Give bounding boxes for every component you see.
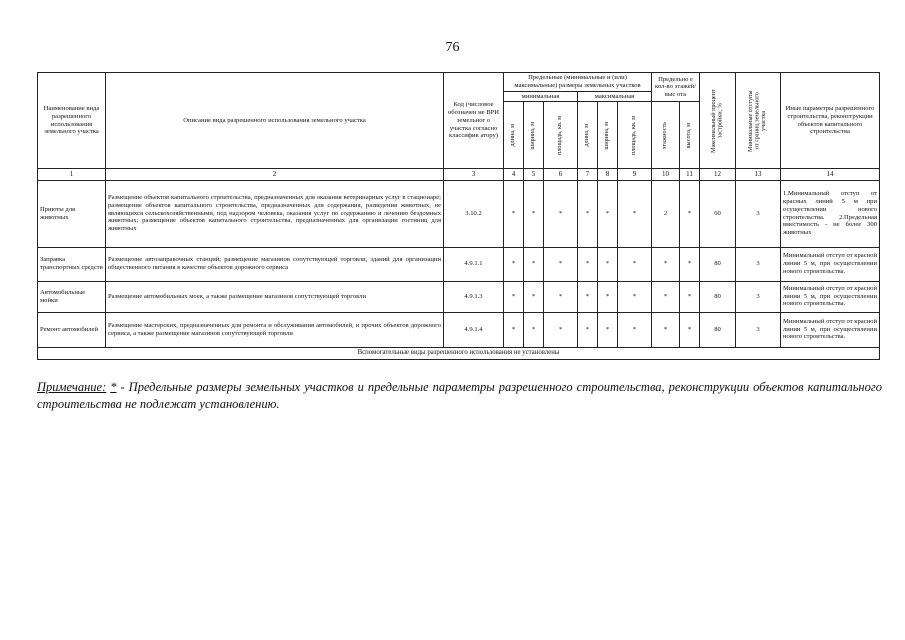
row-min-width: * — [524, 180, 544, 247]
row-max-length: * — [578, 312, 598, 347]
row-max-width: * — [598, 180, 618, 247]
row-max-length: * — [578, 180, 598, 247]
row-min-width: * — [524, 247, 544, 281]
column-number: 8 — [598, 169, 618, 180]
row-height: * — [680, 247, 700, 281]
row-min-area: * — [544, 247, 578, 281]
header-max-length: длина, м — [583, 123, 591, 147]
row-other: Минимальный отступ от красной линии 5 м, при осуществлении нового строительства. — [781, 281, 880, 312]
row-coverage: 80 — [700, 281, 736, 312]
row-code: 4.9.1.3 — [444, 281, 504, 312]
row-min-area: * — [544, 281, 578, 312]
column-number: 4 — [504, 169, 524, 180]
row-max-width: * — [598, 281, 618, 312]
row-max-length: * — [578, 247, 598, 281]
column-number: 12 — [700, 169, 736, 180]
table-row — [38, 312, 880, 347]
row-min-length: * — [504, 180, 524, 247]
row-min-area: * — [544, 312, 578, 347]
row-max-area: * — [618, 312, 652, 347]
header-max-width: ширина, м — [603, 121, 611, 150]
row-min-length: * — [504, 281, 524, 312]
row-min-width: * — [524, 312, 544, 347]
header-min-area-cell — [544, 102, 578, 169]
row-description: Размещение объектов капитального строительства, предназначенных для оказания ветеринарных услуг в стационаре; размещение объектов капитального строительства, предназначенных для содержания, разведения животных, не являющихся сельскохозяйственными, под надзором человека, оказания услуг по содержанию и лечению бездомных животных; размещение объектов капитального строительства, предназначенных для организации гостиниц для животных — [106, 180, 444, 247]
header-setback: Минимальные отступы от границ земельного участка — [747, 89, 768, 152]
row-code: 4.9.1.1 — [444, 247, 504, 281]
header-min-area: площадь, кв. м — [556, 115, 564, 155]
header-coverage-cell — [700, 73, 736, 169]
header-max: максимальная — [578, 91, 652, 102]
footnote — [37, 379, 882, 413]
column-number: 7 — [578, 169, 598, 180]
zoning-regulations-table — [37, 72, 880, 360]
row-storeys: * — [652, 281, 680, 312]
header-name: Наименование вида разрешенного использования земельного участка — [38, 73, 106, 169]
row-setback: 3 — [736, 312, 781, 347]
row-height: * — [680, 281, 700, 312]
row-name: Ремонт автомобилей — [38, 312, 106, 347]
row-description: Размещение мастерских, предназначенных для ремонта и обслуживания автомобилей, и прочих объектов дорожного сервиса, а также размещение магазинов сопутствующей торговли — [106, 312, 444, 347]
row-storeys: * — [652, 247, 680, 281]
header-max-area-cell — [618, 102, 652, 169]
row-max-width: * — [598, 247, 618, 281]
row-code: 3.10.2 — [444, 180, 504, 247]
row-storeys: * — [652, 312, 680, 347]
row-min-length: * — [504, 247, 524, 281]
auxiliary-uses-text: Вспомогательные виды разрешенного использования не установлены — [38, 347, 880, 359]
column-number: 13 — [736, 169, 781, 180]
row-description: Размещение автозаправочных станций; размещение магазинов сопутствующей торговли, зданий для организации общественного питания в качестве объектов дорожного сервиса — [106, 247, 444, 281]
row-coverage: 80 — [700, 247, 736, 281]
table-row — [38, 281, 880, 312]
row-min-length: * — [504, 312, 524, 347]
header-setback-cell — [736, 73, 781, 169]
footnote-star: * — [110, 380, 117, 394]
row-description: Размещение автомобильных моек, а также размещение магазинов сопутствующей торговли — [106, 281, 444, 312]
column-number: 5 — [524, 169, 544, 180]
header-height: высота, м — [685, 122, 693, 148]
header-code: Код (числовое обозначен ие ВРИ земельног о участка согласно классифик атору) — [444, 73, 504, 169]
header-floors: Предельно е кол-во этажей/ выс ота — [652, 73, 700, 102]
row-max-width: * — [598, 312, 618, 347]
column-number: 1 — [38, 169, 106, 180]
row-storeys: 2 — [652, 180, 680, 247]
row-min-width: * — [524, 281, 544, 312]
column-number: 14 — [781, 169, 880, 180]
header-description: Описание вида разрешенного использования земельного участка — [106, 73, 444, 169]
row-max-area: * — [618, 180, 652, 247]
row-other: Минимальный отступ от красной линии 5 м, при осуществлении нового строительства. — [781, 247, 880, 281]
auxiliary-uses-row — [38, 347, 880, 359]
header-max-width-cell — [598, 102, 618, 169]
row-other: 1.Минимальный отступ от красных линий 5 м при осуществлении нового строительства. 2.Предельная вместимость - не более 300 животных — [781, 180, 880, 247]
row-coverage: 60 — [700, 180, 736, 247]
column-number: 6 — [544, 169, 578, 180]
header-min-width-cell — [524, 102, 544, 169]
row-other: Минимальный отступ от красной линии 5 м, при осуществлении нового строительства. — [781, 312, 880, 347]
column-number: 9 — [618, 169, 652, 180]
row-setback: 3 — [736, 180, 781, 247]
table-row — [38, 180, 880, 247]
row-max-length: * — [578, 281, 598, 312]
row-name: Заправка транспортных средств — [38, 247, 106, 281]
column-number-row — [38, 169, 880, 180]
row-setback: 3 — [736, 247, 781, 281]
header-max-area: площадь, кв. м — [630, 115, 638, 155]
column-number: 11 — [680, 169, 700, 180]
page-number: 76 — [445, 40, 460, 55]
column-number: 2 — [106, 169, 444, 180]
header-min-length: длина, м — [509, 123, 517, 147]
header-storeys-cell — [652, 102, 680, 169]
header-storeys: этажность — [661, 121, 669, 149]
row-height: * — [680, 180, 700, 247]
header-max-length-cell — [578, 102, 598, 169]
footnote-text: - Предельные размеры земельных участков и предельные параметры разрешенного строительства, реконструкции объектов капитального строительства не подлежат установлению. — [37, 380, 882, 411]
row-name: Автомобильные мойки — [38, 281, 106, 312]
row-name: Приюты для животных — [38, 180, 106, 247]
row-coverage: 80 — [700, 312, 736, 347]
footnote-label: Примечание: — [37, 380, 107, 394]
row-setback: 3 — [736, 281, 781, 312]
header-min-length-cell — [504, 102, 524, 169]
row-max-area: * — [618, 247, 652, 281]
header-plot-sizes: Предельные (минимальные и (или) максимальные) размеры земельных участков — [504, 73, 652, 92]
column-number: 3 — [444, 169, 504, 180]
header-height-cell — [680, 102, 700, 169]
header-coverage: Максимальный процент застройки, % — [710, 88, 724, 153]
row-min-area: * — [544, 180, 578, 247]
header-min-width: ширина, м — [529, 121, 537, 150]
row-max-area: * — [618, 281, 652, 312]
header-other: Иные параметры разрешенного строительства, реконструкции объектов капитального строительства — [781, 73, 880, 169]
header-min: минимальная — [504, 91, 578, 102]
row-code: 4.9.1.4 — [444, 312, 504, 347]
table-row — [38, 247, 880, 281]
column-number: 10 — [652, 169, 680, 180]
row-height: * — [680, 312, 700, 347]
